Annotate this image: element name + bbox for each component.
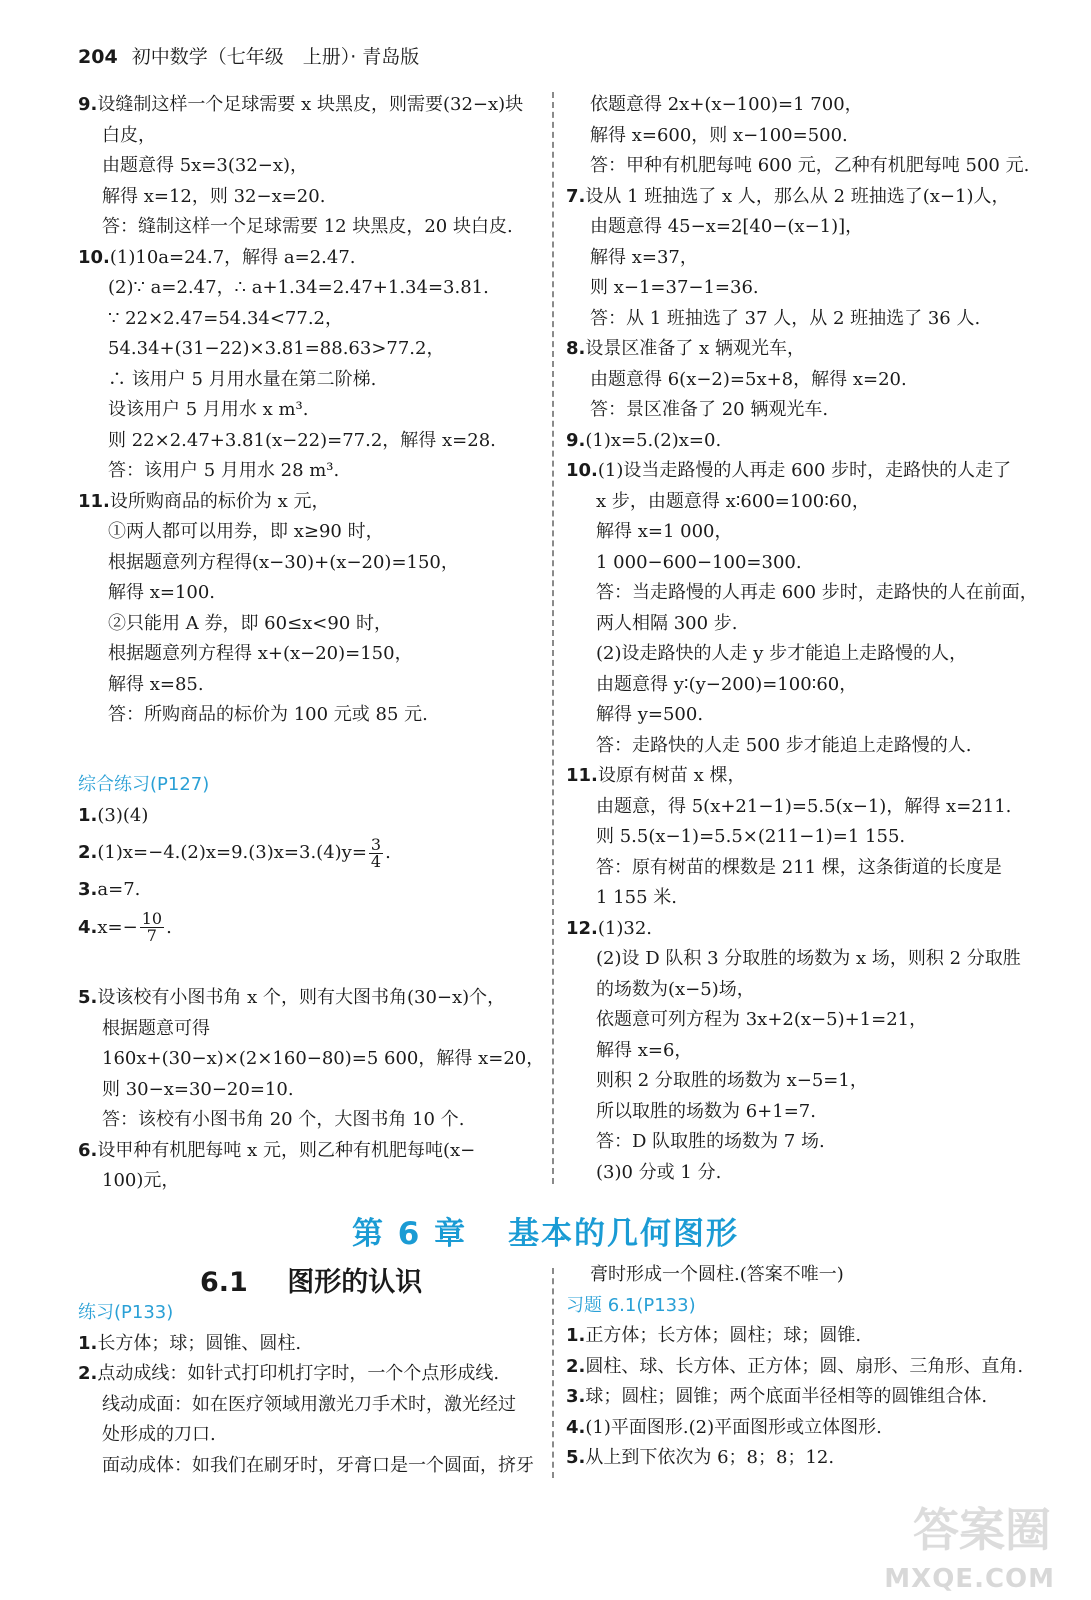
answer-line [566,1097,1036,1128]
section-title: 图形的认识 [287,1267,423,1298]
answer-text: 设该用户 5 月用水 x m³. [108,399,309,420]
question-number: 4. [566,1416,586,1438]
answer-text: 根据题意列方程得 x+(x−20)=150， [108,643,413,664]
answer-text: (1)设当走路慢的人再走 600 步时，走路快的人走了 [597,460,1012,481]
answer-line [566,1036,1036,1067]
answer-line [566,1443,1036,1474]
section-heading [200,1260,452,1299]
answer-line [78,304,544,335]
answer-line [566,944,1036,975]
answer-line [78,243,544,274]
answer-line: 4.x=− $\frac{10}{7}$ . [78,909,172,945]
answer-text: (2)设走路快的人走 y 步才能追上走路慢的人， [596,643,968,664]
question-number: 12. [566,917,598,939]
answer-text: 从上到下依次为 6；8；8；12. [585,1447,835,1468]
answer-text: 设原有树苗 x 棵， [597,765,746,786]
answer-text: 解得 x=6， [596,1039,693,1061]
answer-line [78,1075,544,1106]
right-column-upper [566,90,1036,1188]
fraction: $\frac{3}{4}$ [370,834,382,871]
answer-line [78,151,544,182]
answer-line [78,639,544,670]
answer-line [566,1066,1036,1097]
answer-text: ∴ 该用户 5 月用水量在第二阶梯. [108,368,377,390]
answer-line [78,1105,544,1136]
answer-text: 1 155 米. [596,887,677,908]
answer-line [566,365,1036,396]
answer-line [78,700,544,731]
page-number: 204 [78,46,118,68]
answer-text: 设景区准备了 x 辆观光车， [585,338,805,359]
question-number: 1. [78,1332,98,1354]
answer-line [566,90,1036,121]
answer-line [566,670,1036,701]
answer-text: 设从 1 班抽选了 x 人，那么从 2 班抽选了(x−1)人， [585,185,1010,207]
answer-line [78,487,544,518]
answer-line [78,1014,544,1045]
answer-text: (2)∵ a=2.47，∴ a+1.34=2.47+1.34=3.81. [108,277,489,298]
answer-line [566,578,1036,609]
answer-line [566,334,1036,365]
answer-text: 由题意得 6(x−2)=5x+8，解得 x=20. [590,368,907,390]
answer-line [566,1413,1036,1444]
answer-line [566,212,1036,243]
answer-line [78,1390,544,1421]
answer-line [566,426,1036,457]
answer-text: 解得 x=12，则 32−x=20. [102,185,326,207]
answer-line [566,731,1036,762]
left-column-lower-answers [78,983,544,1197]
answer-text: (1)32. [597,917,653,939]
answer-line [78,365,544,396]
answer-text: 答：所购商品的标价为 100 元或 85 元. [108,704,428,725]
answer-text: 根据题意可得 [102,1017,210,1039]
answer-line [566,1127,1036,1158]
answer-text: 则 5.5(x−1)=5.5×(211−1)=1 155. [596,826,906,847]
answer-text: 正方体；长方体；圆柱；球；圆锥. [585,1325,862,1346]
answer-text: 1 000−600−100=300. [596,551,802,573]
answer-line [566,487,1036,518]
answer-line: 1.(3)(4) [78,804,149,826]
answer-text: (2)设 D 队积 3 分取胜的场数为 x 场，则积 2 分取胜 [596,948,1021,969]
answer-line [78,983,544,1014]
zonghe-section [78,770,544,950]
answer-line [566,1005,1036,1036]
answer-line [566,182,1036,213]
answer-text: 的场数为(x−5)场， [596,978,755,1000]
answer-line [78,670,544,701]
question-number: 5. [78,987,98,1008]
column-divider-lower [552,1268,554,1478]
answer-text: 解得 x=100. [108,582,216,603]
left-column-upper [78,90,544,731]
answer-text: 解得 x=85. [108,673,204,695]
answer-line [566,914,1036,945]
answer-line [78,517,544,548]
answer-text: 两人相隔 300 步. [596,612,738,634]
answer-line [78,609,544,640]
book-title: 初中数学（七年级 上册）· 青岛版 [131,46,420,68]
lianxi-title: 练习(P133) [78,1302,174,1323]
continued-line: 膏时形成一个圆柱.(答案不唯一) [590,1264,844,1285]
answer-line [566,548,1036,579]
answer-line [566,609,1036,640]
answer-text: (3)0 分或 1 分. [596,1161,722,1183]
answer-text: 答：该校有小图书角 20 个，大图书角 10 个. [102,1109,465,1130]
answer-text: 答：景区准备了 20 辆观光车. [590,399,829,420]
answer-line [566,883,1036,914]
answer-line [78,1451,544,1482]
answer-line [78,1329,544,1360]
answer-text: ②只能用 A 券，即 60≤x<90 时， [108,612,393,634]
answer-text: 答：该用户 5 月用水 28 m³. [108,460,340,481]
column-divider [552,92,554,1184]
answer-text: 160x+(30−x)×(2×160−80)=5 600，解得 x=20， [102,1048,545,1069]
chapter-number: 第 6 章 [352,1216,468,1252]
answer-text: 答：当走路慢的人再走 600 步时，走路快的人在前面， [596,582,1038,603]
answer-line [566,456,1036,487]
answer-line [566,121,1036,152]
answer-text: 答：甲种有机肥每吨 600 元，乙种有机肥每吨 500 元. [590,155,1030,176]
xiti-title: 习题 6.1(P133) [566,1294,696,1316]
answer-line [78,334,544,365]
answer-line [78,90,544,121]
answer-text: 由题意，得 5(x+21−1)=5.5(x−1)，解得 x=211. [596,795,1012,817]
answer-line [566,1158,1036,1189]
answer-line [566,700,1036,731]
answer-line [78,1166,544,1197]
answer-text: (1)平面图形.(2)平面图形或立体图形. [585,1416,882,1438]
answer-text: (1)x=5.(2)x=0. [585,429,722,451]
answer-text: 100)元， [102,1170,180,1191]
answer-text: 线动成面：如在医疗领域用激光刀手术时，激光经过 [102,1393,516,1415]
lianxi-section [78,1298,544,1481]
answer-text: 圆柱、球、长方体、正方体；圆、扇形、三角形、直角. [585,1355,1024,1377]
question-number: 11. [78,490,110,512]
answer-line [566,639,1036,670]
answer-line [566,975,1036,1006]
answer-text: 面动成体：如我们在刷牙时，牙膏口是一个圆面，挤牙 [102,1454,534,1476]
answer-text: 解得 x=37， [590,246,698,268]
answer-line [78,456,544,487]
answer-line [566,273,1036,304]
question-number: 5. [566,1447,586,1468]
xiti-section [566,1260,1036,1474]
answer-text: 由题意得 y∶(y−200)=100∶60， [596,673,858,695]
answer-line [78,1359,544,1390]
question-number: 2. [566,1355,586,1377]
answer-line [78,1420,544,1451]
answer-text: ①两人都可以用券，即 x≥90 时， [108,521,384,542]
answer-text: 答：从 1 班抽选了 37 人，从 2 班抽选了 36 人. [590,307,981,329]
page-header [78,42,419,69]
answer-text: 则 x−1=37−1=36. [590,277,759,298]
answer-text: 答：D 队取胜的场数为 7 场. [596,1131,825,1152]
answer-text: 答：缝制这样一个足球需要 12 块黑皮，20 块白皮. [102,216,513,237]
question-number: 10. [566,460,598,481]
answer-text: 设所购商品的标价为 x 元， [109,490,330,512]
answer-text: 则 22×2.47+3.81(x−22)=77.2，解得 x=28. [108,429,496,451]
answer-text: 解得 x=600，则 x−100=500. [590,124,848,146]
answer-text: (1)10a=24.7，解得 a=2.47. [109,246,356,268]
question-number: 8. [566,338,586,359]
question-number: 7. [566,185,586,207]
answer-line [566,304,1036,335]
answer-line [78,182,544,213]
answer-line [566,1382,1036,1413]
section-number: 6.1 [200,1267,248,1298]
answer-text: 由题意得 45−x=2[40−(x−1)]， [590,216,864,237]
question-number: 1. [566,1325,586,1346]
answer-text: 设缝制这样一个足球需要 x 块黑皮，则需要(32−x)块 [97,94,524,115]
answer-text: 设甲种有机肥每吨 x 元，则乙种有机肥每吨(x− [97,1139,476,1161]
question-number: 2. [78,1363,98,1384]
chapter-title: 基本的几何图形 [507,1216,739,1252]
answer-text: 设该校有小图书角 x 个，则有大图书角(30−x)个， [97,987,506,1008]
answer-text: 答：原有树苗的棵数是 211 棵，这条街道的长度是 [596,856,1002,878]
question-number: 10. [78,246,110,268]
answer-text: ∵ 22×2.47=54.34<77.2， [108,307,344,329]
answer-line [566,792,1036,823]
answer-line [566,517,1036,548]
answer-text: 解得 x=1 000， [596,521,733,542]
answer-line [566,1352,1036,1383]
answer-text: 球；圆柱；圆锥；两个底面半径相等的圆锥组合体. [585,1386,988,1407]
answer-text: 54.34+(31−22)×3.81=88.63>77.2， [108,338,445,359]
answer-line: 2.(1)x=−4.(2)x=9.(3)x=3.(4)y= $\frac{3}{4}$ . [78,834,391,871]
answer-line [78,121,544,152]
answer-text: 则 30−x=30−20=10. [102,1078,294,1100]
answer-text: 依题意得 2x+(x−100)=1 700， [590,94,863,115]
question-number: 9. [78,94,98,115]
chapter-heading [0,1208,1091,1253]
answer-line [566,822,1036,853]
answer-text: 由题意得 5x=3(32−x)， [102,155,309,176]
answer-text: 根据题意列方程得(x−30)+(x−20)=150， [108,551,459,573]
answer-line [78,395,544,426]
answer-line [566,151,1036,182]
answer-line [78,273,544,304]
answer-line: 3.a=7. [78,879,141,900]
answer-line [566,761,1036,792]
answer-text: 点动成线：如针式打印机打字时，一个个点形成线. [97,1363,500,1384]
answer-line [566,1321,1036,1352]
answer-text: 白皮， [102,124,156,146]
answer-line [78,548,544,579]
answer-text: x 步，由题意得 x∶600=100∶60， [596,490,870,512]
answer-line [78,1136,544,1167]
answer-text: 则积 2 分取胜的场数为 x−5=1， [596,1070,868,1091]
answer-text: 依题意可列方程为 3x+2(x−5)+1=21， [596,1009,928,1030]
answer-line [566,395,1036,426]
answer-line [78,426,544,457]
answer-text: 处形成的刀口. [102,1424,216,1445]
question-number: 9. [566,429,586,451]
answer-line [78,578,544,609]
answer-text: 解得 y=500. [596,704,704,725]
fraction: $\frac{10}{7}$ [141,909,163,945]
zonghe-title: 综合练习(P127) [78,774,210,795]
answer-line [78,212,544,243]
answer-text: 答：走路快的人走 500 步才能追上走路慢的人. [596,734,972,756]
answer-line [566,243,1036,274]
question-number: 3. [566,1386,586,1407]
answer-text: 长方体；球；圆锥、圆柱. [97,1332,302,1354]
answer-text: 所以取胜的场数为 6+1=7. [596,1100,816,1122]
answer-line [566,853,1036,884]
answer-line [78,1044,544,1075]
question-number: 6. [78,1139,98,1161]
question-number: 11. [566,765,598,786]
